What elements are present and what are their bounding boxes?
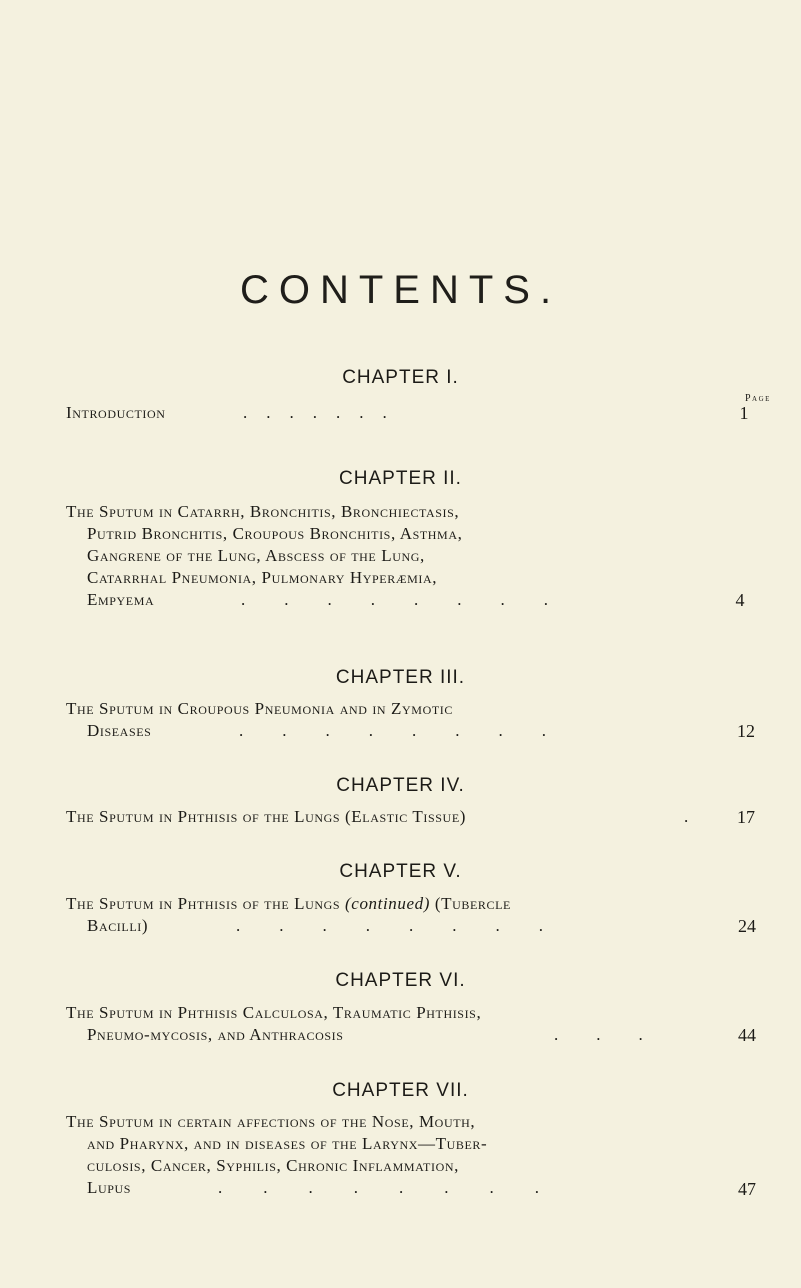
toc-entry-5[interactable] (66, 893, 740, 937)
entry-title: Diseases (87, 721, 152, 740)
page-title: CONTENTS. (239, 268, 562, 312)
toc-entry-6[interactable] (66, 1002, 740, 1046)
page-number-3: 12 (737, 721, 755, 741)
page-number-4: 17 (737, 807, 755, 827)
leader-dots: ........ (241, 590, 587, 609)
chapter-heading-5: CHAPTER V. (339, 861, 462, 882)
chapter-heading-4: CHAPTER IV. (336, 775, 465, 796)
leader-dots: . (684, 807, 689, 826)
entry-line: The Sputum in Croupous Pneumonia and in Zymotic (66, 699, 453, 718)
toc-entry-4[interactable] (66, 806, 740, 828)
page-column-label: Page (745, 393, 771, 404)
entry-title: Bacilli) (87, 916, 149, 935)
entry-line (66, 1177, 740, 1199)
leader-dots: ....... (243, 403, 406, 422)
chapter-heading-2: CHAPTER II. (339, 468, 462, 489)
entry-title: Lupus (87, 1178, 132, 1197)
entry-line: Gangrene of the Lung, Abscess of the Lung, (87, 546, 425, 565)
toc-entry-7[interactable] (66, 1111, 740, 1199)
entry-title: The Sputum in Phthisis of the Lungs (Elastic Tissue) (66, 807, 467, 826)
chapter-heading-6: CHAPTER VI. (335, 970, 466, 991)
page-number-1: 1 (739, 403, 749, 423)
entry-title: Pneumo-mycosis, and Anthracosis (87, 1025, 344, 1044)
entry-line: culosis, Cancer, Syphilis, Chronic Inflammation, (87, 1156, 459, 1175)
page-number-7: 47 (738, 1179, 756, 1199)
toc-entry-1[interactable] (66, 402, 740, 424)
entry-title: Empyema (87, 590, 155, 609)
page-number-6: 44 (738, 1025, 756, 1045)
entry-line: The Sputum in Phthisis Calculosa, Traumatic Phthisis, (66, 1003, 482, 1022)
page-number-2: 4 (735, 590, 745, 610)
chapter-heading-1: CHAPTER I. (342, 367, 459, 388)
entry-line: The Sputum in Catarrh, Bronchitis, Bronchiectasis, (66, 502, 460, 521)
page-number-5: 24 (738, 916, 756, 936)
entry-title-italic: (continued) (345, 894, 431, 913)
entry-line: Catarrhal Pneumonia, Pulmonary Hyperæmia, (87, 568, 438, 587)
entry-title: Introduction (66, 403, 166, 422)
entry-line (66, 806, 740, 828)
entry-line: and Pharynx, and in diseases of the Larynx—Tuber- (87, 1134, 488, 1153)
entry-line (66, 402, 740, 424)
toc-entry-3[interactable] (66, 698, 740, 742)
entry-line (66, 1024, 740, 1046)
chapter-heading-7: CHAPTER VII. (332, 1080, 469, 1101)
leader-dots: ........ (236, 916, 582, 935)
chapter-heading-3: CHAPTER III. (335, 667, 466, 688)
entry-title-start: The Sputum in Phthisis of the Lungs (66, 894, 346, 913)
entry-line: Putrid Bronchitis, Croupous Bronchitis, Asthma, (87, 524, 463, 543)
leader-dots: ........ (218, 1178, 580, 1197)
leader-dots: ........ (239, 721, 585, 740)
entry-line (66, 720, 740, 742)
leader-dots: ... (554, 1025, 681, 1044)
entry-line (66, 589, 740, 611)
entry-line (66, 915, 740, 937)
entry-line (66, 893, 740, 915)
entry-line: The Sputum in certain affections of the Nose, Mouth, (66, 1112, 476, 1131)
toc-entry-2[interactable] (66, 501, 740, 611)
entry-title-end: (Tubercle (430, 894, 511, 913)
